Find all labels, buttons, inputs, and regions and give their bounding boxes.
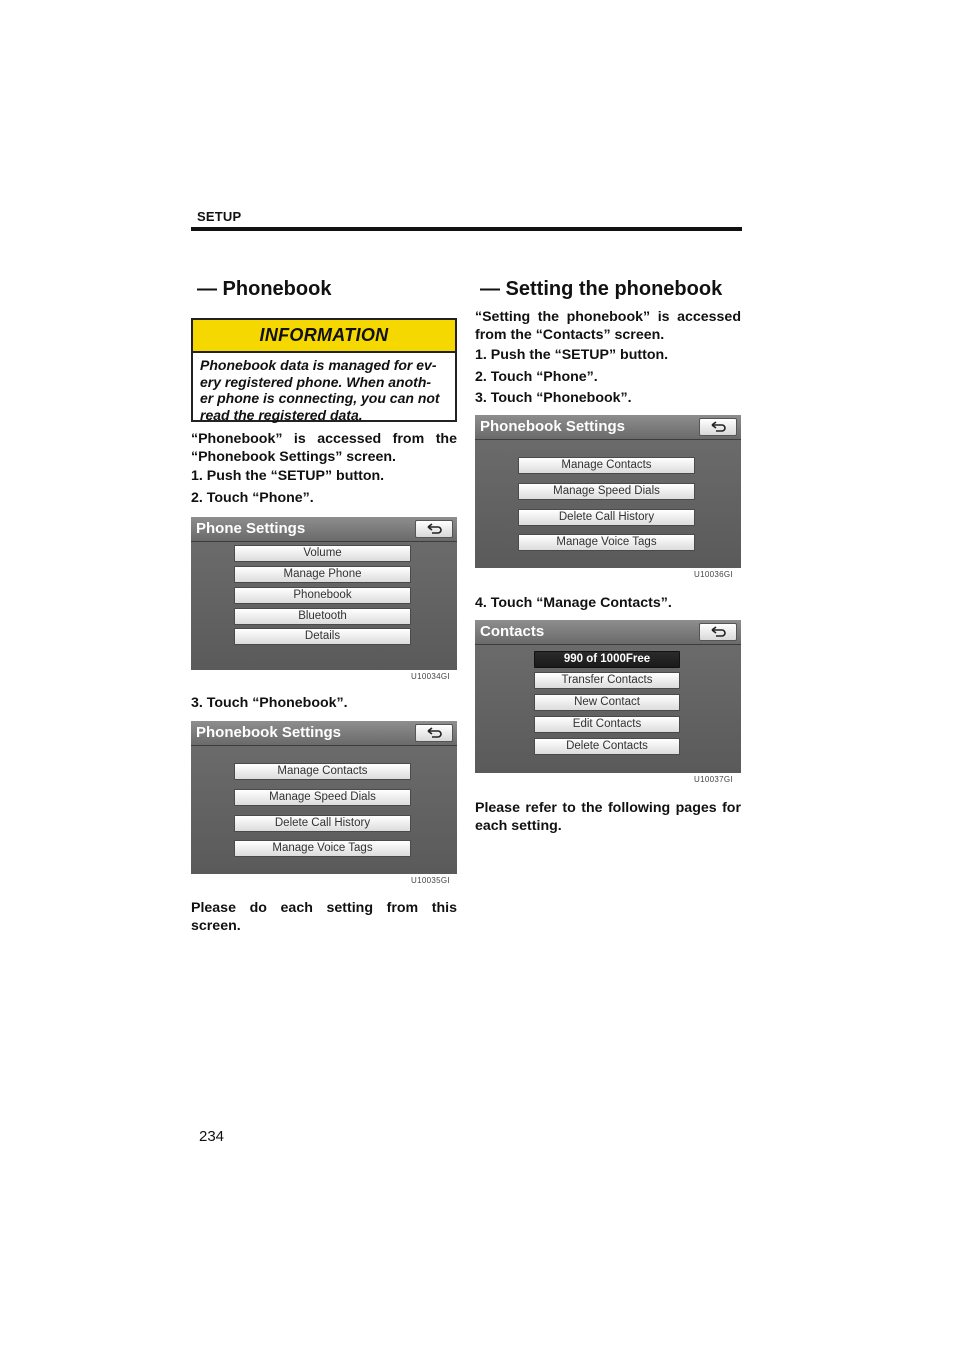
delete-call-history-button[interactable]: Delete Call History (234, 815, 411, 832)
screen-title: Phone Settings (196, 520, 306, 537)
transfer-contacts-button[interactable]: Transfer Contacts (534, 672, 680, 689)
information-body (193, 353, 455, 423)
screen-title-bar (191, 721, 457, 746)
delete-contacts-button[interactable]: Delete Contacts (534, 738, 680, 755)
left-closing-paragraph (191, 899, 457, 935)
paragraph-line: each setting. (475, 818, 562, 834)
information-line: er phone is connecting, you can not (200, 390, 440, 406)
screen-title-bar (475, 620, 741, 645)
paragraph-line: Please do each setting from this (191, 900, 457, 916)
return-arrow-icon (427, 727, 443, 739)
running-header: SETUP (197, 209, 242, 224)
image-code: U10037GI (694, 775, 733, 784)
information-box (191, 318, 457, 422)
phone-settings-screen (191, 517, 457, 670)
manage-contacts-button[interactable]: Manage Contacts (518, 457, 695, 474)
image-code: U10036GI (694, 570, 733, 579)
right-step-4: 4. Touch “Manage Contacts”. (475, 595, 672, 611)
information-line: ery registered phone. When anoth- (200, 373, 432, 390)
screen-title-bar (191, 517, 457, 542)
right-step-2: 2. Touch “Phone”. (475, 369, 598, 385)
return-arrow-icon (427, 523, 443, 535)
paragraph-line: “Setting the phonebook” is accessed (475, 309, 741, 325)
paragraph-line: “Phonebook Settings” screen. (191, 449, 396, 465)
return-arrow-icon (711, 421, 727, 433)
left-step-1: 1. Push the “SETUP” button. (191, 468, 385, 484)
information-line: Phonebook data is managed for ev- (200, 357, 437, 373)
return-arrow-icon (711, 626, 727, 638)
right-intro-paragraph (475, 308, 741, 344)
section-title-setting-phonebook: — Setting the phonebook (480, 278, 723, 300)
manage-phone-button[interactable]: Manage Phone (234, 566, 411, 583)
screen-title-bar (475, 415, 741, 440)
contacts-screen (475, 620, 741, 773)
manage-speed-dials-button[interactable]: Manage Speed Dials (518, 483, 695, 500)
left-step-3: 3. Touch “Phonebook”. (191, 695, 348, 711)
page-number: 234 (199, 1128, 225, 1145)
back-button[interactable] (699, 418, 737, 436)
new-contact-button[interactable]: New Contact (534, 694, 680, 711)
paragraph-line: Please refer to the following pages for (475, 800, 741, 816)
manage-voice-tags-button[interactable]: Manage Voice Tags (518, 534, 695, 551)
screen-title: Phonebook Settings (480, 418, 626, 435)
phonebook-settings-screen-right (475, 415, 741, 568)
delete-call-history-button[interactable]: Delete Call History (518, 509, 695, 526)
phonebook-button[interactable]: Phonebook (234, 587, 411, 604)
section-title-phonebook: — Phonebook (197, 278, 332, 300)
image-code: U10035GI (411, 876, 450, 885)
paragraph-line: “Phonebook” is accessed from the (191, 431, 457, 447)
contacts-counter: 990 of 1000Free (534, 651, 680, 668)
left-step-2: 2. Touch “Phone”. (191, 490, 314, 506)
paragraph-line: screen. (191, 918, 241, 934)
back-button[interactable] (699, 623, 737, 641)
image-code: U10034GI (411, 672, 450, 681)
information-heading: INFORMATION (193, 320, 455, 353)
right-step-3: 3. Touch “Phonebook”. (475, 390, 632, 406)
right-closing-paragraph (475, 799, 741, 835)
information-line: read the registered data. (200, 406, 363, 423)
volume-button[interactable]: Volume (234, 545, 411, 562)
manage-voice-tags-button[interactable]: Manage Voice Tags (234, 840, 411, 857)
left-intro-paragraph (191, 430, 457, 466)
manage-speed-dials-button[interactable]: Manage Speed Dials (234, 789, 411, 806)
screen-title: Contacts (480, 623, 545, 640)
header-rule (191, 227, 742, 231)
right-step-1: 1. Push the “SETUP” button. (475, 347, 669, 363)
back-button[interactable] (415, 520, 453, 538)
paragraph-line: from the “Contacts” screen. (475, 327, 665, 343)
bluetooth-button[interactable]: Bluetooth (234, 608, 411, 625)
details-button[interactable]: Details (234, 628, 411, 645)
phonebook-settings-screen (191, 721, 457, 874)
back-button[interactable] (415, 724, 453, 742)
screen-title: Phonebook Settings (196, 724, 342, 741)
edit-contacts-button[interactable]: Edit Contacts (534, 716, 680, 733)
manage-contacts-button[interactable]: Manage Contacts (234, 763, 411, 780)
